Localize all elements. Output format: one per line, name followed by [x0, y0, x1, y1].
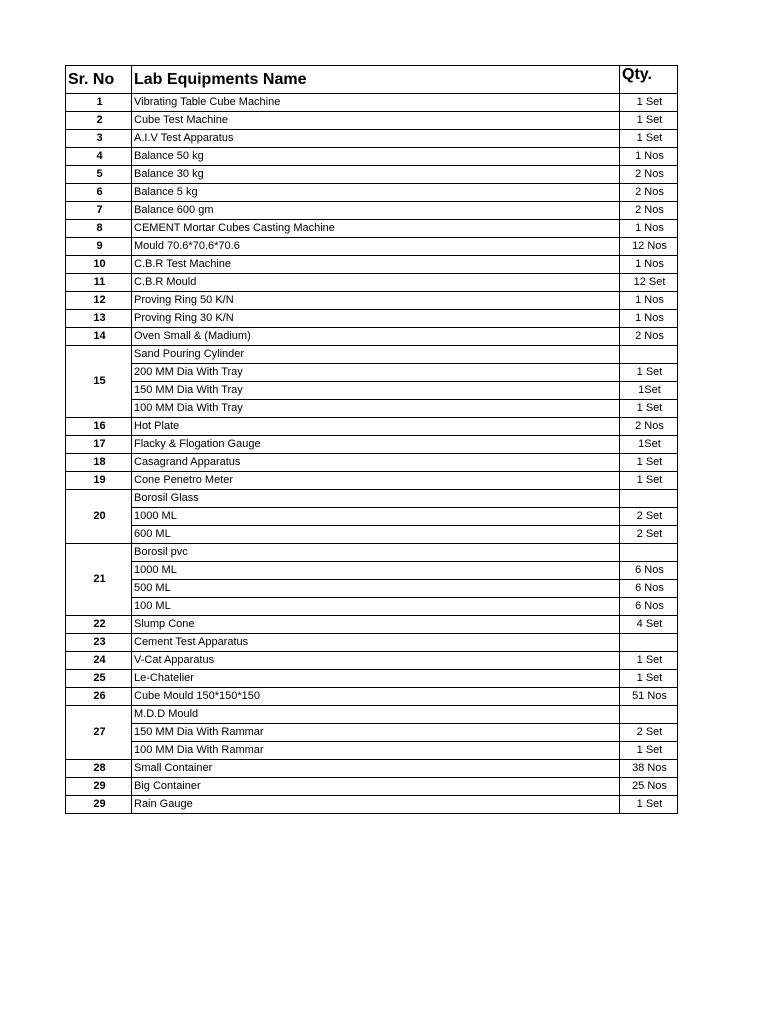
- equipment-name-cell: 200 MM Dia With Tray: [132, 364, 620, 382]
- sr-no-cell: 26: [66, 688, 132, 706]
- table-row: [66, 220, 678, 238]
- sr-no-cell: 17: [66, 436, 132, 454]
- qty-cell: 1Set: [620, 436, 678, 454]
- sr-no-cell: 4: [66, 148, 132, 166]
- sr-no-cell: 19: [66, 472, 132, 490]
- table-row: [66, 562, 678, 580]
- sr-no-cell: 29: [66, 778, 132, 796]
- equipment-name-cell: 600 ML: [132, 526, 620, 544]
- qty-cell: 6 Nos: [620, 562, 678, 580]
- table-row: [66, 112, 678, 130]
- sr-no-cell: 28: [66, 760, 132, 778]
- equipment-name-cell: 100 MM Dia With Tray: [132, 400, 620, 418]
- sr-no-cell: 10: [66, 256, 132, 274]
- qty-cell: 1Set: [620, 382, 678, 400]
- sr-no-cell: 8: [66, 220, 132, 238]
- sr-no-cell: 16: [66, 418, 132, 436]
- sr-no-cell: 1: [66, 94, 132, 112]
- table-row: [66, 544, 678, 562]
- sr-no-cell: 21: [66, 544, 132, 616]
- table-row: [66, 436, 678, 454]
- qty-cell: 1 Set: [620, 454, 678, 472]
- equipment-name-cell: 1000 ML: [132, 562, 620, 580]
- sr-no-cell: 6: [66, 184, 132, 202]
- table-row: [66, 382, 678, 400]
- equipment-name-cell: Balance 50 kg: [132, 148, 620, 166]
- equipment-name-cell: Sand Pouring Cylinder: [132, 346, 620, 364]
- table-row: [66, 166, 678, 184]
- qty-cell: 1 Set: [620, 472, 678, 490]
- qty-cell: 1 Set: [620, 670, 678, 688]
- sr-no-cell: 11: [66, 274, 132, 292]
- table-row: [66, 508, 678, 526]
- qty-cell: 1 Nos: [620, 256, 678, 274]
- sr-no-cell: 27: [66, 706, 132, 760]
- table-row: [66, 310, 678, 328]
- header-qty: Qty.: [620, 66, 678, 94]
- qty-cell: [620, 346, 678, 364]
- table-row: [66, 472, 678, 490]
- table-row: [66, 526, 678, 544]
- equipment-name-cell: A.I.V Test Apparatus: [132, 130, 620, 148]
- qty-cell: 6 Nos: [620, 580, 678, 598]
- equipment-name-cell: Cone Penetro Meter: [132, 472, 620, 490]
- qty-cell: 1 Nos: [620, 310, 678, 328]
- equipment-name-cell: Cement Test Apparatus: [132, 634, 620, 652]
- table-row: [66, 598, 678, 616]
- qty-cell: 12 Nos: [620, 238, 678, 256]
- equipment-name-cell: 100 MM Dia With Rammar: [132, 742, 620, 760]
- table-row: [66, 202, 678, 220]
- table-row: [66, 418, 678, 436]
- sr-no-cell: 20: [66, 490, 132, 544]
- qty-cell: 1 Set: [620, 742, 678, 760]
- sr-no-cell: 25: [66, 670, 132, 688]
- table-row: [66, 670, 678, 688]
- table-row: [66, 616, 678, 634]
- sr-no-cell: 12: [66, 292, 132, 310]
- table-row: [66, 706, 678, 724]
- equipment-name-cell: M.D.D Mould: [132, 706, 620, 724]
- sr-no-cell: 24: [66, 652, 132, 670]
- header-equipment-name: Lab Equipments Name: [132, 66, 620, 94]
- qty-cell: [620, 706, 678, 724]
- qty-cell: 2 Set: [620, 508, 678, 526]
- equipment-name-cell: 150 MM Dia With Tray: [132, 382, 620, 400]
- qty-cell: 1 Set: [620, 796, 678, 814]
- table-row: [66, 346, 678, 364]
- table-row: [66, 724, 678, 742]
- table-row: [66, 580, 678, 598]
- table-row: [66, 274, 678, 292]
- sr-no-cell: 15: [66, 346, 132, 418]
- equipment-name-cell: Casagrand Apparatus: [132, 454, 620, 472]
- table-row: [66, 796, 678, 814]
- sr-no-cell: 2: [66, 112, 132, 130]
- sr-no-cell: 13: [66, 310, 132, 328]
- table-row: [66, 742, 678, 760]
- equipment-name-cell: Balance 600 gm: [132, 202, 620, 220]
- table-row: [66, 778, 678, 796]
- equipment-name-cell: Balance 5 kg: [132, 184, 620, 202]
- equipment-name-cell: Cube Mould 150*150*150: [132, 688, 620, 706]
- table-row: [66, 634, 678, 652]
- table-row: [66, 760, 678, 778]
- qty-cell: [620, 544, 678, 562]
- equipment-name-cell: 100 ML: [132, 598, 620, 616]
- table-row: [66, 184, 678, 202]
- equipment-name-cell: Rain Gauge: [132, 796, 620, 814]
- equipment-name-cell: Small Container: [132, 760, 620, 778]
- qty-cell: 25 Nos: [620, 778, 678, 796]
- sr-no-cell: 14: [66, 328, 132, 346]
- qty-cell: 4 Set: [620, 616, 678, 634]
- table-row: [66, 148, 678, 166]
- equipment-name-cell: Flacky & Flogation Gauge: [132, 436, 620, 454]
- table-row: [66, 328, 678, 346]
- sr-no-cell: 7: [66, 202, 132, 220]
- equipment-name-cell: 1000 ML: [132, 508, 620, 526]
- qty-cell: 6 Nos: [620, 598, 678, 616]
- qty-cell: 51 Nos: [620, 688, 678, 706]
- equipment-name-cell: Borosil pvc: [132, 544, 620, 562]
- qty-cell: 1 Set: [620, 364, 678, 382]
- equipment-name-cell: Vibrating Table Cube Machine: [132, 94, 620, 112]
- qty-cell: 1 Set: [620, 94, 678, 112]
- equipment-name-cell: C.B.R Test Machine: [132, 256, 620, 274]
- qty-cell: 38 Nos: [620, 760, 678, 778]
- equipment-name-cell: Hot Plate: [132, 418, 620, 436]
- qty-cell: 1 Nos: [620, 292, 678, 310]
- qty-cell: 2 Nos: [620, 184, 678, 202]
- table-row: [66, 454, 678, 472]
- equipment-name-cell: Borosil Glass: [132, 490, 620, 508]
- equipment-name-cell: Oven Small & (Madium): [132, 328, 620, 346]
- qty-cell: 1 Set: [620, 112, 678, 130]
- sr-no-cell: 18: [66, 454, 132, 472]
- table-row: [66, 364, 678, 382]
- table-row: [66, 688, 678, 706]
- qty-cell: 1 Nos: [620, 220, 678, 238]
- table-body: [66, 94, 678, 814]
- table-row: [66, 400, 678, 418]
- table-row: [66, 238, 678, 256]
- qty-cell: 2 Nos: [620, 202, 678, 220]
- sr-no-cell: 5: [66, 166, 132, 184]
- qty-cell: 2 Nos: [620, 166, 678, 184]
- qty-cell: 2 Set: [620, 724, 678, 742]
- equipment-name-cell: V-Cat Apparatus: [132, 652, 620, 670]
- equipment-name-cell: Big Container: [132, 778, 620, 796]
- qty-cell: [620, 490, 678, 508]
- equipment-name-cell: 150 MM Dia With Rammar: [132, 724, 620, 742]
- table-row: [66, 292, 678, 310]
- equipment-name-cell: 500 ML: [132, 580, 620, 598]
- sr-no-cell: 9: [66, 238, 132, 256]
- table-row: [66, 256, 678, 274]
- qty-cell: 2 Nos: [620, 328, 678, 346]
- table-header-row: [66, 66, 678, 94]
- sr-no-cell: 23: [66, 634, 132, 652]
- equipment-name-cell: C.B.R Mould: [132, 274, 620, 292]
- table-row: [66, 490, 678, 508]
- qty-cell: 2 Nos: [620, 418, 678, 436]
- sr-no-cell: 3: [66, 130, 132, 148]
- table-row: [66, 130, 678, 148]
- qty-cell: 12 Set: [620, 274, 678, 292]
- equipment-name-cell: CEMENT Mortar Cubes Casting Machine: [132, 220, 620, 238]
- qty-cell: 1 Set: [620, 130, 678, 148]
- equipment-name-cell: Slump Cone: [132, 616, 620, 634]
- equipment-name-cell: Cube Test Machine: [132, 112, 620, 130]
- table-row: [66, 94, 678, 112]
- qty-cell: 2 Set: [620, 526, 678, 544]
- qty-cell: [620, 634, 678, 652]
- table-row: [66, 652, 678, 670]
- equipment-name-cell: Proving Ring 50 K/N: [132, 292, 620, 310]
- qty-cell: 1 Set: [620, 652, 678, 670]
- equipment-name-cell: Proving Ring 30 K/N: [132, 310, 620, 328]
- equipment-name-cell: Mould 70.6*70.6*70.6: [132, 238, 620, 256]
- header-sr-no: Sr. No: [66, 66, 132, 94]
- qty-cell: 1 Set: [620, 400, 678, 418]
- sr-no-cell: 29: [66, 796, 132, 814]
- qty-cell: 1 Nos: [620, 148, 678, 166]
- lab-equipment-table: [65, 65, 678, 814]
- sr-no-cell: 22: [66, 616, 132, 634]
- equipment-name-cell: Balance 30 kg: [132, 166, 620, 184]
- equipment-name-cell: Le-Chatelier: [132, 670, 620, 688]
